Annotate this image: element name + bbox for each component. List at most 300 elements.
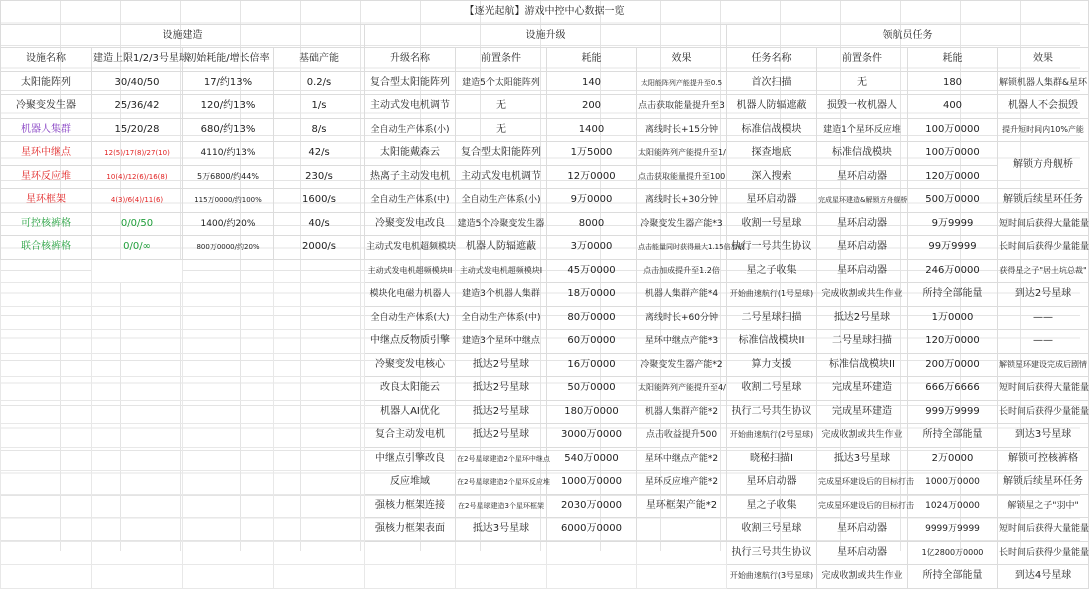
upgrade-name[interactable]: 主动式发电机超频模块II: [365, 259, 456, 283]
table-row: [1, 306, 1089, 330]
empty-cell[interactable]: [183, 424, 274, 448]
empty-cell[interactable]: [183, 565, 274, 589]
task-prereq[interactable]: 星环启动器: [817, 236, 908, 260]
task-prereq[interactable]: 完成星环建造&解锁方舟舰桥: [817, 189, 908, 213]
upgrade-cost[interactable]: 6000万0000: [547, 518, 637, 542]
empty-cell[interactable]: [456, 565, 547, 589]
empty-cell[interactable]: [274, 400, 365, 424]
task-effect[interactable]: 解锁方舟舰桥: [998, 142, 1089, 189]
empty-cell[interactable]: [274, 330, 365, 354]
facility-limit[interactable]: 10(4)/12(6)/16(8): [92, 165, 183, 189]
task-cost[interactable]: 666万6666: [908, 377, 998, 401]
facility-cost[interactable]: 1400/约20%: [183, 212, 274, 236]
task-effect[interactable]: 获得星之子"居土坑总裁": [998, 259, 1089, 283]
task-cost[interactable]: 180: [908, 71, 998, 95]
facility-name[interactable]: 星环反应堆: [1, 165, 92, 189]
upgrade-effect[interactable]: 冷聚变发生器产能*2: [637, 353, 727, 377]
empty-cell[interactable]: [1, 471, 92, 495]
task-cost[interactable]: 所持全部能量: [908, 424, 998, 448]
upgrade-prereq[interactable]: 全自动生产体系(中): [456, 306, 547, 330]
facility-cost[interactable]: 17/约13%: [183, 71, 274, 95]
task-cost[interactable]: 120万0000: [908, 165, 998, 189]
empty-cell[interactable]: [547, 541, 637, 565]
upgrade-name[interactable]: 冷聚变发电核心: [365, 353, 456, 377]
empty-cell[interactable]: [365, 565, 456, 589]
sheet-title[interactable]: 【逐光起航】游戏中控中心数据一览: [1, 1, 1089, 25]
table-row: [1, 565, 1089, 589]
empty-cell[interactable]: [92, 424, 183, 448]
upgrade-effect[interactable]: 机器人集群产能*4: [637, 283, 727, 307]
empty-cell[interactable]: [274, 283, 365, 307]
empty-cell[interactable]: [92, 259, 183, 283]
empty-cell[interactable]: [1, 259, 92, 283]
facility-limit[interactable]: 12(5)/17(8)/27(10): [92, 142, 183, 166]
upgrade-cost[interactable]: 12万0000: [547, 165, 637, 189]
empty-cell[interactable]: [183, 541, 274, 565]
table-row: [1, 541, 1089, 565]
task-prereq[interactable]: 星环启动器: [817, 259, 908, 283]
empty-cell[interactable]: [274, 494, 365, 518]
upgrade-name[interactable]: 模块化电磁力机器人: [365, 283, 456, 307]
empty-cell[interactable]: [92, 330, 183, 354]
facility-prod[interactable]: 0.2/s: [274, 71, 365, 95]
task-prereq[interactable]: 完成星环建设后的目标打击: [817, 471, 908, 495]
task-prereq[interactable]: 完成收割或共生作业: [817, 424, 908, 448]
empty-cell[interactable]: [274, 306, 365, 330]
empty-cell[interactable]: [183, 447, 274, 471]
task-cost[interactable]: 2万0000: [908, 447, 998, 471]
task-name[interactable]: 机器人防辐遮蔽: [727, 95, 817, 119]
upgrade-prereq[interactable]: 抵达2号星球: [456, 353, 547, 377]
task-prereq[interactable]: 星环启动器: [817, 518, 908, 542]
upgrade-name[interactable]: 全自动生产体系(中): [365, 189, 456, 213]
empty-cell[interactable]: [183, 306, 274, 330]
task-prereq[interactable]: 二号星球扫描: [817, 330, 908, 354]
upgrade-cost[interactable]: 2030万0000: [547, 494, 637, 518]
task-name[interactable]: 收割二号星球: [727, 377, 817, 401]
facility-cost[interactable]: 680/约13%: [183, 118, 274, 142]
task-prereq[interactable]: 完成星环建设后的目标打击: [817, 494, 908, 518]
task-prereq[interactable]: 完成收割或共生作业: [817, 565, 908, 589]
upgrade-name[interactable]: 强核力框架连接: [365, 494, 456, 518]
upgrade-cost[interactable]: 3万0000: [547, 236, 637, 260]
facility-prod[interactable]: 40/s: [274, 212, 365, 236]
task-name[interactable]: 标准信战模块II: [727, 330, 817, 354]
upgrade-prereq[interactable]: 抵达2号星球: [456, 377, 547, 401]
task-effect[interactable]: 短时间后获得大量能量: [998, 377, 1089, 401]
upgrade-prereq[interactable]: 无: [456, 95, 547, 119]
task-effect[interactable]: 解锁星之子"羽中": [998, 494, 1089, 518]
empty-cell[interactable]: [183, 400, 274, 424]
facility-prod[interactable]: 1/s: [274, 95, 365, 119]
task-cost[interactable]: 100万0000: [908, 118, 998, 142]
task-name[interactable]: 收割三号星球: [727, 518, 817, 542]
empty-cell[interactable]: [1, 377, 92, 401]
upgrade-cost[interactable]: 60万0000: [547, 330, 637, 354]
empty-cell[interactable]: [183, 377, 274, 401]
upgrade-effect[interactable]: 太阳能阵列产能提升至1/: [637, 142, 727, 166]
facility-limit[interactable]: 0/0/50: [92, 212, 183, 236]
task-prereq[interactable]: 完成收割或共生作业: [817, 283, 908, 307]
task-prereq[interactable]: 抵达3号星球: [817, 447, 908, 471]
task-cost[interactable]: 1亿2800万0000: [908, 541, 998, 565]
upgrade-prereq[interactable]: 抵达2号星球: [456, 424, 547, 448]
section-navigator[interactable]: 领航员任务: [727, 24, 1089, 48]
upgrade-prereq[interactable]: 主动式发电机调节: [456, 165, 547, 189]
upgrade-effect[interactable]: 太阳能阵列产能提升至4/: [637, 377, 727, 401]
upgrade-effect[interactable]: 机器人集群产能*2: [637, 400, 727, 424]
task-effect[interactable]: 机器人不会损毁: [998, 95, 1089, 119]
upgrade-prereq[interactable]: 全自动生产体系(小): [456, 189, 547, 213]
upgrade-cost[interactable]: 3000万0000: [547, 424, 637, 448]
empty-cell[interactable]: [637, 541, 727, 565]
upgrade-cost[interactable]: 80万0000: [547, 306, 637, 330]
empty-cell[interactable]: [92, 306, 183, 330]
upgrade-prereq[interactable]: 无: [456, 118, 547, 142]
empty-cell[interactable]: [1, 447, 92, 471]
empty-cell[interactable]: [183, 494, 274, 518]
upgrade-effect[interactable]: 点击加成提升至1.2倍: [637, 259, 727, 283]
upgrade-effect[interactable]: 星环中继点产能*2: [637, 447, 727, 471]
facility-name[interactable]: 星环中继点: [1, 142, 92, 166]
upgrade-col-header[interactable]: 效果: [637, 48, 727, 72]
upgrade-name[interactable]: 反应堆域: [365, 471, 456, 495]
upgrade-effect[interactable]: 离线时长+60分钟: [637, 306, 727, 330]
upgrade-name[interactable]: 强核力框架表面: [365, 518, 456, 542]
upgrade-effect[interactable]: 离线时长+15分钟: [637, 118, 727, 142]
task-prereq[interactable]: 抵达2号星球: [817, 306, 908, 330]
task-cost[interactable]: 200万0000: [908, 353, 998, 377]
task-cost[interactable]: 1024万0000: [908, 494, 998, 518]
task-prereq[interactable]: 损毁一枚机器人: [817, 95, 908, 119]
table-row: [1, 259, 1089, 283]
upgrade-effect[interactable]: 星环反应堆产能*2: [637, 471, 727, 495]
task-effect[interactable]: 长时间后获得少量能量: [998, 541, 1089, 565]
empty-cell[interactable]: [92, 400, 183, 424]
task-name[interactable]: 开始曲速航行(2号星球): [727, 424, 817, 448]
task-name[interactable]: 首次扫描: [727, 71, 817, 95]
task-prereq[interactable]: 标准信战模块II: [817, 353, 908, 377]
task-effect[interactable]: 提升短时间内10%产能: [998, 118, 1089, 142]
facility-col-header[interactable]: 设施名称: [1, 48, 92, 72]
task-effect[interactable]: 长时间后获得少量能量: [998, 400, 1089, 424]
empty-cell[interactable]: [183, 283, 274, 307]
task-prereq[interactable]: 星环启动器: [817, 165, 908, 189]
upgrade-prereq[interactable]: 建造3个机器人集群: [456, 283, 547, 307]
empty-cell[interactable]: [92, 377, 183, 401]
upgrade-prereq[interactable]: 抵达3号星球: [456, 518, 547, 542]
empty-cell[interactable]: [456, 541, 547, 565]
upgrade-cost[interactable]: 45万0000: [547, 259, 637, 283]
task-name[interactable]: 开始曲速航行(1号星球): [727, 283, 817, 307]
task-name[interactable]: 星环启动器: [727, 189, 817, 213]
section-facility[interactable]: 设施建造: [1, 24, 365, 48]
task-cost[interactable]: 1万0000: [908, 306, 998, 330]
task-effect[interactable]: 解锁后续星环任务: [998, 471, 1089, 495]
facility-cost[interactable]: 5万6800/约44%: [183, 165, 274, 189]
table-row: [1, 471, 1089, 495]
empty-cell[interactable]: [92, 518, 183, 542]
task-name[interactable]: 执行三号共生协议: [727, 541, 817, 565]
empty-cell[interactable]: [183, 259, 274, 283]
empty-cell[interactable]: [1, 541, 92, 565]
upgrade-prereq[interactable]: 建造3个星环中继点: [456, 330, 547, 354]
table-row: [1, 212, 1089, 236]
empty-cell[interactable]: [92, 541, 183, 565]
table-row: [1, 236, 1089, 260]
table-row: [1, 189, 1089, 213]
task-name[interactable]: 开始曲速航行(3号星球): [727, 565, 817, 589]
facility-prod[interactable]: 230/s: [274, 165, 365, 189]
facility-limit[interactable]: 0/0/∞: [92, 236, 183, 260]
task-effect[interactable]: 到达4号星球: [998, 565, 1089, 589]
upgrade-name[interactable]: 中继点反物质引擎: [365, 330, 456, 354]
facility-cost[interactable]: 800万0000/约20%: [183, 236, 274, 260]
upgrade-effect[interactable]: 点击收益提升500: [637, 424, 727, 448]
task-name[interactable]: 二号星球扫描: [727, 306, 817, 330]
table-row: [1, 447, 1089, 471]
upgrade-effect[interactable]: 点击能量同时获得最大1.15倍加成: [637, 236, 727, 260]
empty-cell[interactable]: [274, 447, 365, 471]
upgrade-cost[interactable]: 9万0000: [547, 189, 637, 213]
facility-limit[interactable]: 4(3)/6(4)/11(6): [92, 189, 183, 213]
upgrade-col-header[interactable]: 升级名称: [365, 48, 456, 72]
empty-cell[interactable]: [1, 283, 92, 307]
facility-col-header[interactable]: 基础产能: [274, 48, 365, 72]
task-effect[interactable]: 解锁机器人集群&星环: [998, 71, 1089, 95]
empty-cell[interactable]: [183, 518, 274, 542]
upgrade-cost[interactable]: 1000万0000: [547, 471, 637, 495]
facility-prod[interactable]: 2000/s: [274, 236, 365, 260]
task-name[interactable]: 星之子收集: [727, 259, 817, 283]
task-effect[interactable]: 到达2号星球: [998, 283, 1089, 307]
task-effect[interactable]: ——: [998, 330, 1089, 354]
table-row: [1, 118, 1089, 142]
upgrade-col-header[interactable]: 前置条件: [456, 48, 547, 72]
task-effect[interactable]: 解锁星环建设完成后剧情: [998, 353, 1089, 377]
task-name[interactable]: 深入搜索: [727, 165, 817, 189]
table-row: [1, 494, 1089, 518]
task-prereq[interactable]: 建造1个星环反应堆: [817, 118, 908, 142]
upgrade-name[interactable]: 复合主动发电机: [365, 424, 456, 448]
upgrade-prereq[interactable]: 抵达2号星球: [456, 400, 547, 424]
facility-name[interactable]: 冷聚变发生器: [1, 95, 92, 119]
upgrade-prereq[interactable]: 复合型太阳能阵列: [456, 142, 547, 166]
facility-name[interactable]: 联合核裤格: [1, 236, 92, 260]
empty-cell[interactable]: [92, 353, 183, 377]
task-name[interactable]: 星之子收集: [727, 494, 817, 518]
upgrade-cost[interactable]: 50万0000: [547, 377, 637, 401]
facility-name[interactable]: 可控核裤格: [1, 212, 92, 236]
task-cost[interactable]: 所持全部能量: [908, 283, 998, 307]
upgrade-prereq[interactable]: 建造5个冷聚变发生器: [456, 212, 547, 236]
task-name[interactable]: 收割一号星球: [727, 212, 817, 236]
upgrade-cost[interactable]: 16万0000: [547, 353, 637, 377]
table-row: [1, 95, 1089, 119]
navigator-col-header[interactable]: 耗能: [908, 48, 998, 72]
empty-cell[interactable]: [274, 424, 365, 448]
task-effect[interactable]: 短时间后获得大量能量: [998, 518, 1089, 542]
task-prereq[interactable]: 完成星环建造: [817, 377, 908, 401]
upgrade-cost[interactable]: 8000: [547, 212, 637, 236]
task-cost[interactable]: 9万9999: [908, 212, 998, 236]
upgrade-prereq[interactable]: 机器人防辐遮蔽: [456, 236, 547, 260]
empty-cell[interactable]: [183, 353, 274, 377]
upgrade-cost[interactable]: 18万0000: [547, 283, 637, 307]
empty-cell[interactable]: [92, 447, 183, 471]
task-effect[interactable]: 长时间后获得少量能量: [998, 236, 1089, 260]
upgrade-effect[interactable]: 点击获取能量提升至100: [637, 165, 727, 189]
facility-cost[interactable]: 115万0000/约100%: [183, 189, 274, 213]
empty-cell[interactable]: [274, 541, 365, 565]
section-upgrade[interactable]: 设施升级: [365, 24, 727, 48]
task-cost[interactable]: 400: [908, 95, 998, 119]
task-cost[interactable]: 120万0000: [908, 330, 998, 354]
upgrade-name[interactable]: 热离子主动发电机: [365, 165, 456, 189]
empty-cell[interactable]: [637, 565, 727, 589]
upgrade-prereq[interactable]: 在2号星球建造3个星环框架: [456, 494, 547, 518]
task-cost[interactable]: 1000万0000: [908, 471, 998, 495]
upgrade-name[interactable]: 全自动生产体系(小): [365, 118, 456, 142]
empty-cell[interactable]: [1, 518, 92, 542]
task-prereq[interactable]: 星环启动器: [817, 541, 908, 565]
task-prereq[interactable]: 标准信战模块: [817, 142, 908, 166]
empty-cell[interactable]: [92, 494, 183, 518]
empty-cell[interactable]: [1, 353, 92, 377]
empty-cell[interactable]: [92, 283, 183, 307]
task-effect[interactable]: 解锁可控核裤格: [998, 447, 1089, 471]
table-row: [1, 377, 1089, 401]
upgrade-name[interactable]: 复合型太阳能阵列: [365, 71, 456, 95]
empty-cell[interactable]: [274, 259, 365, 283]
upgrade-cost[interactable]: 180万0000: [547, 400, 637, 424]
empty-cell[interactable]: [183, 471, 274, 495]
task-effect[interactable]: ——: [998, 306, 1089, 330]
upgrade-effect[interactable]: 离线时长+30分钟: [637, 189, 727, 213]
empty-cell[interactable]: [274, 471, 365, 495]
empty-cell[interactable]: [1, 424, 92, 448]
upgrade-cost[interactable]: 140: [547, 71, 637, 95]
upgrade-cost[interactable]: 1400: [547, 118, 637, 142]
upgrade-cost[interactable]: 200: [547, 95, 637, 119]
upgrade-effect[interactable]: 星环中继点产能*3: [637, 330, 727, 354]
upgrade-name[interactable]: 中继点引擎改良: [365, 447, 456, 471]
table-row: [1, 424, 1089, 448]
facility-prod[interactable]: 42/s: [274, 142, 365, 166]
upgrade-name[interactable]: 冷聚变发电改良: [365, 212, 456, 236]
task-name[interactable]: 探查地底: [727, 142, 817, 166]
empty-cell[interactable]: [1, 330, 92, 354]
facility-cost[interactable]: 4110/约13%: [183, 142, 274, 166]
facility-col-header[interactable]: 初始耗能/增长倍率: [183, 48, 274, 72]
task-cost[interactable]: 9999万9999: [908, 518, 998, 542]
empty-cell[interactable]: [274, 353, 365, 377]
empty-cell[interactable]: [92, 471, 183, 495]
upgrade-effect[interactable]: 冷聚变发生器产能*3: [637, 212, 727, 236]
task-name[interactable]: 执行二号共生协议: [727, 400, 817, 424]
facility-limit[interactable]: 15/20/28: [92, 118, 183, 142]
facility-name[interactable]: 机器人集群: [1, 118, 92, 142]
upgrade-prereq[interactable]: 在2号星球建造2个星环中继点: [456, 447, 547, 471]
facility-prod[interactable]: 8/s: [274, 118, 365, 142]
facility-name[interactable]: 星环框架: [1, 189, 92, 213]
facility-limit[interactable]: 25/36/42: [92, 95, 183, 119]
upgrade-col-header[interactable]: 耗能: [547, 48, 637, 72]
upgrade-name[interactable]: 机器人AI优化: [365, 400, 456, 424]
task-name[interactable]: 算力支援: [727, 353, 817, 377]
table-row: [1, 283, 1089, 307]
task-cost[interactable]: 999万9999: [908, 400, 998, 424]
table-row: [1, 142, 1089, 166]
empty-cell[interactable]: [547, 565, 637, 589]
table-row: [1, 165, 1089, 189]
task-cost[interactable]: 500万0000: [908, 189, 998, 213]
upgrade-name[interactable]: 太阳能戴森云: [365, 142, 456, 166]
navigator-col-header[interactable]: 任务名称: [727, 48, 817, 72]
task-cost[interactable]: 100万0000: [908, 142, 998, 166]
task-prereq[interactable]: 星环启动器: [817, 212, 908, 236]
empty-cell[interactable]: [365, 541, 456, 565]
upgrade-prereq[interactable]: 建造5个太阳能阵列: [456, 71, 547, 95]
task-name[interactable]: 星环启动器: [727, 471, 817, 495]
task-prereq[interactable]: 完成星环建造: [817, 400, 908, 424]
upgrade-cost[interactable]: 1万5000: [547, 142, 637, 166]
facility-cost[interactable]: 120/约13%: [183, 95, 274, 119]
navigator-col-header[interactable]: 效果: [998, 48, 1089, 72]
empty-cell[interactable]: [1, 306, 92, 330]
upgrade-name[interactable]: 全自动生产体系(大): [365, 306, 456, 330]
task-name[interactable]: 执行一号共生协议: [727, 236, 817, 260]
empty-cell[interactable]: [274, 377, 365, 401]
task-effect[interactable]: 解锁后续星环任务: [998, 189, 1089, 213]
empty-cell[interactable]: [1, 494, 92, 518]
task-prereq[interactable]: 无: [817, 71, 908, 95]
facility-limit[interactable]: 30/40/50: [92, 71, 183, 95]
task-cost[interactable]: 所持全部能量: [908, 565, 998, 589]
task-cost[interactable]: 99万9999: [908, 236, 998, 260]
table-row: [1, 353, 1089, 377]
upgrade-name[interactable]: 主动式发电机调节: [365, 95, 456, 119]
upgrade-prereq[interactable]: 在2号星球建造2个星环反应堆: [456, 471, 547, 495]
upgrade-effect[interactable]: [637, 518, 727, 542]
empty-cell[interactable]: [274, 518, 365, 542]
table-row: [1, 330, 1089, 354]
task-name[interactable]: 晓秘扫描I: [727, 447, 817, 471]
facility-col-header[interactable]: 建造上限1/2/3号星球: [92, 48, 183, 72]
table-row: [1, 518, 1089, 542]
empty-cell[interactable]: [92, 565, 183, 589]
task-name[interactable]: 标准信战模块: [727, 118, 817, 142]
navigator-col-header[interactable]: 前置条件: [817, 48, 908, 72]
task-effect[interactable]: 到达3号星球: [998, 424, 1089, 448]
empty-cell[interactable]: [1, 400, 92, 424]
task-cost[interactable]: 246万0000: [908, 259, 998, 283]
empty-cell[interactable]: [274, 565, 365, 589]
facility-prod[interactable]: 1600/s: [274, 189, 365, 213]
upgrade-cost[interactable]: 540万0000: [547, 447, 637, 471]
empty-cell[interactable]: [1, 565, 92, 589]
table-row: [1, 400, 1089, 424]
upgrade-effect[interactable]: 点击获取能量提升至3: [637, 95, 727, 119]
upgrade-effect[interactable]: 太阳能阵列产能提升至0.5: [637, 71, 727, 95]
upgrade-prereq[interactable]: 主动式发电机超频模块I: [456, 259, 547, 283]
upgrade-effect[interactable]: 星环框架产能*2: [637, 494, 727, 518]
upgrade-name[interactable]: 主动式发电机超频模块: [365, 236, 456, 260]
upgrade-name[interactable]: 改良太阳能云: [365, 377, 456, 401]
empty-cell[interactable]: [183, 330, 274, 354]
task-effect[interactable]: 短时间后获得大量能量: [998, 212, 1089, 236]
facility-name[interactable]: 太阳能阵列: [1, 71, 92, 95]
